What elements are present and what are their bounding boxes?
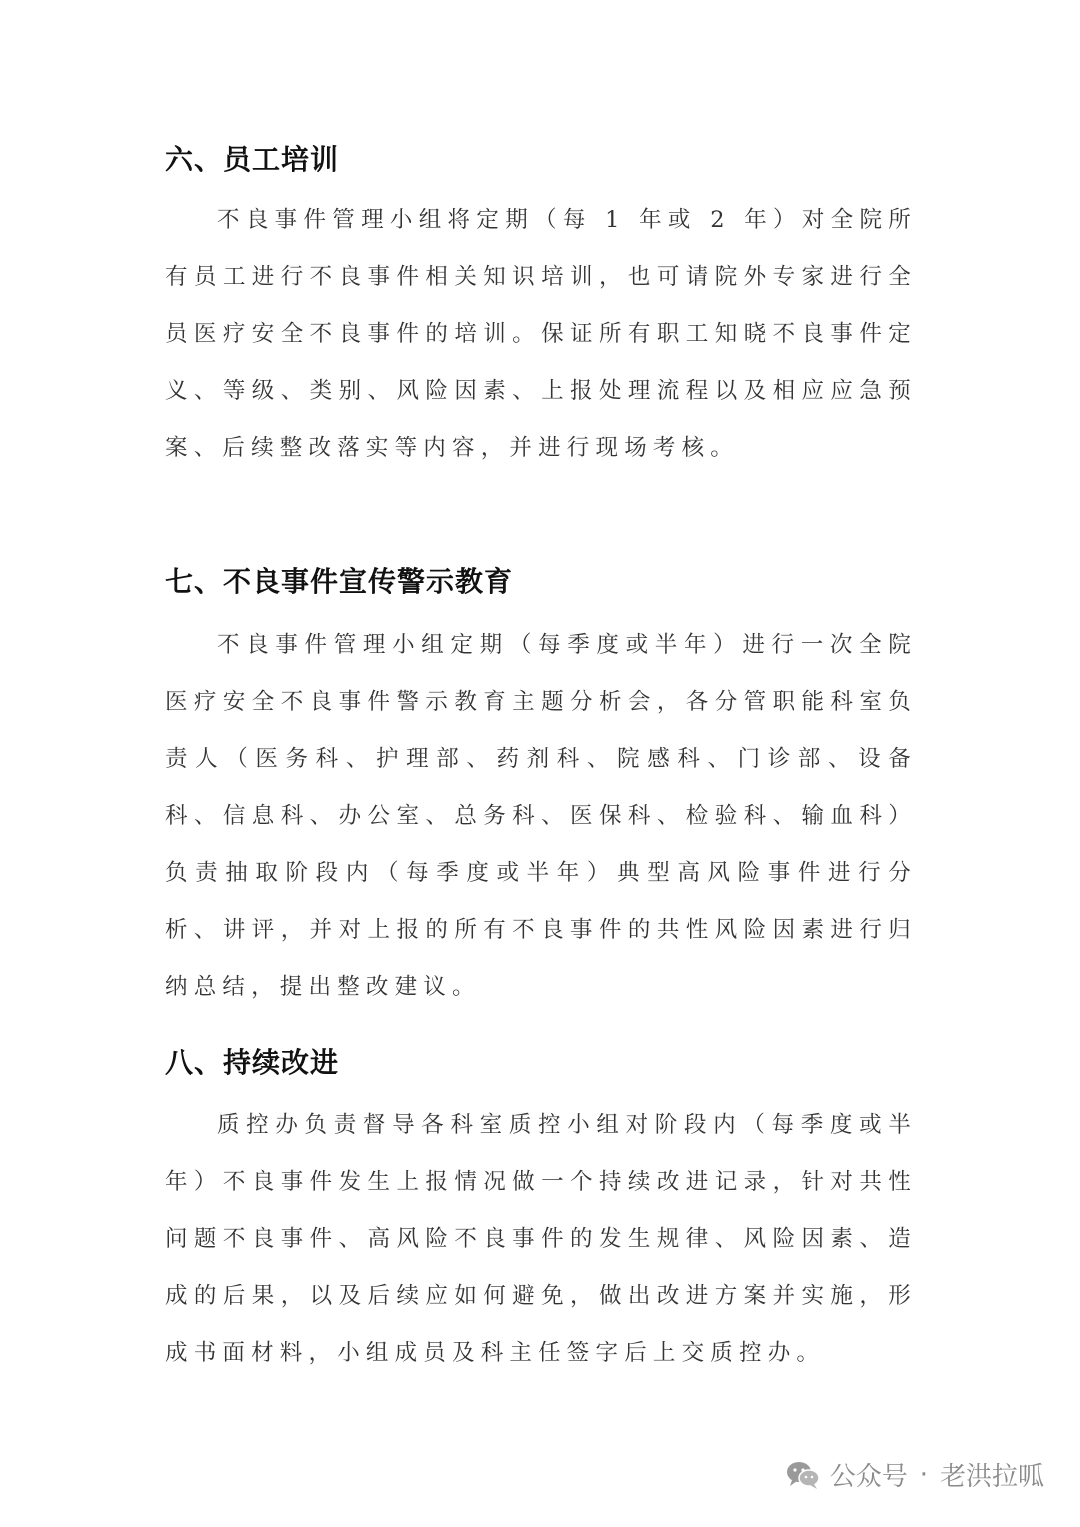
watermark-label: 公众号 — [829, 1462, 908, 1492]
wechat-icon — [786, 1460, 820, 1490]
section-paragraph-warning-education: 不良事件管理小组定期（每季度或半年）进行一次全院医疗安全不良事件警示教育主题分析会，各分管职能科室负责人（医务科、护理部、药剂科、院感科、门诊部、设备科、信息科、办公室、总务科、医保科、检验科、输血科）负责抽取阶段内（每季度或半年）典型高风险事件进行分析、讲评，并对上报的所有不良事件的共性风险因素进行归纳总结，提出整改建议。 — [165, 632, 917, 1000]
section-heading-continuous-improvement: 八、持续改进 — [165, 1046, 340, 1079]
watermark-separator: · — [919, 1459, 928, 1490]
section-paragraph-continuous-improvement: 质控办负责督导各科室质控小组对阶段内（每季度或半年）不良事件发生上报情况做一个持续改进记录，针对共性问题不良事件、高风险不良事件的发生规律、风险因素、造成的后果，以及后续应如何避免，做出改进方案并实施，形成书面材料，小组成员及科主任签字后上交质控办。 — [165, 1112, 917, 1366]
section-heading-staff-training: 六、员工培训 — [165, 143, 340, 176]
watermark — [786, 1456, 1044, 1493]
section-heading-warning-education: 七、不良事件宣传警示教育 — [165, 565, 514, 598]
section-paragraph-staff-training: 不良事件管理小组将定期（每 1 年或 2 年）对全院所有员工进行不良事件相关知识培训，也可请院外专家进行全员医疗安全不良事件的培训。保证所有职工知晓不良事件定义、等级、类别、风险因素、上报处理流程以及相应应急预案、后续整改落实等内容，并进行现场考核。 — [165, 207, 917, 461]
watermark-account: 老洪拉呱 — [939, 1462, 1044, 1492]
